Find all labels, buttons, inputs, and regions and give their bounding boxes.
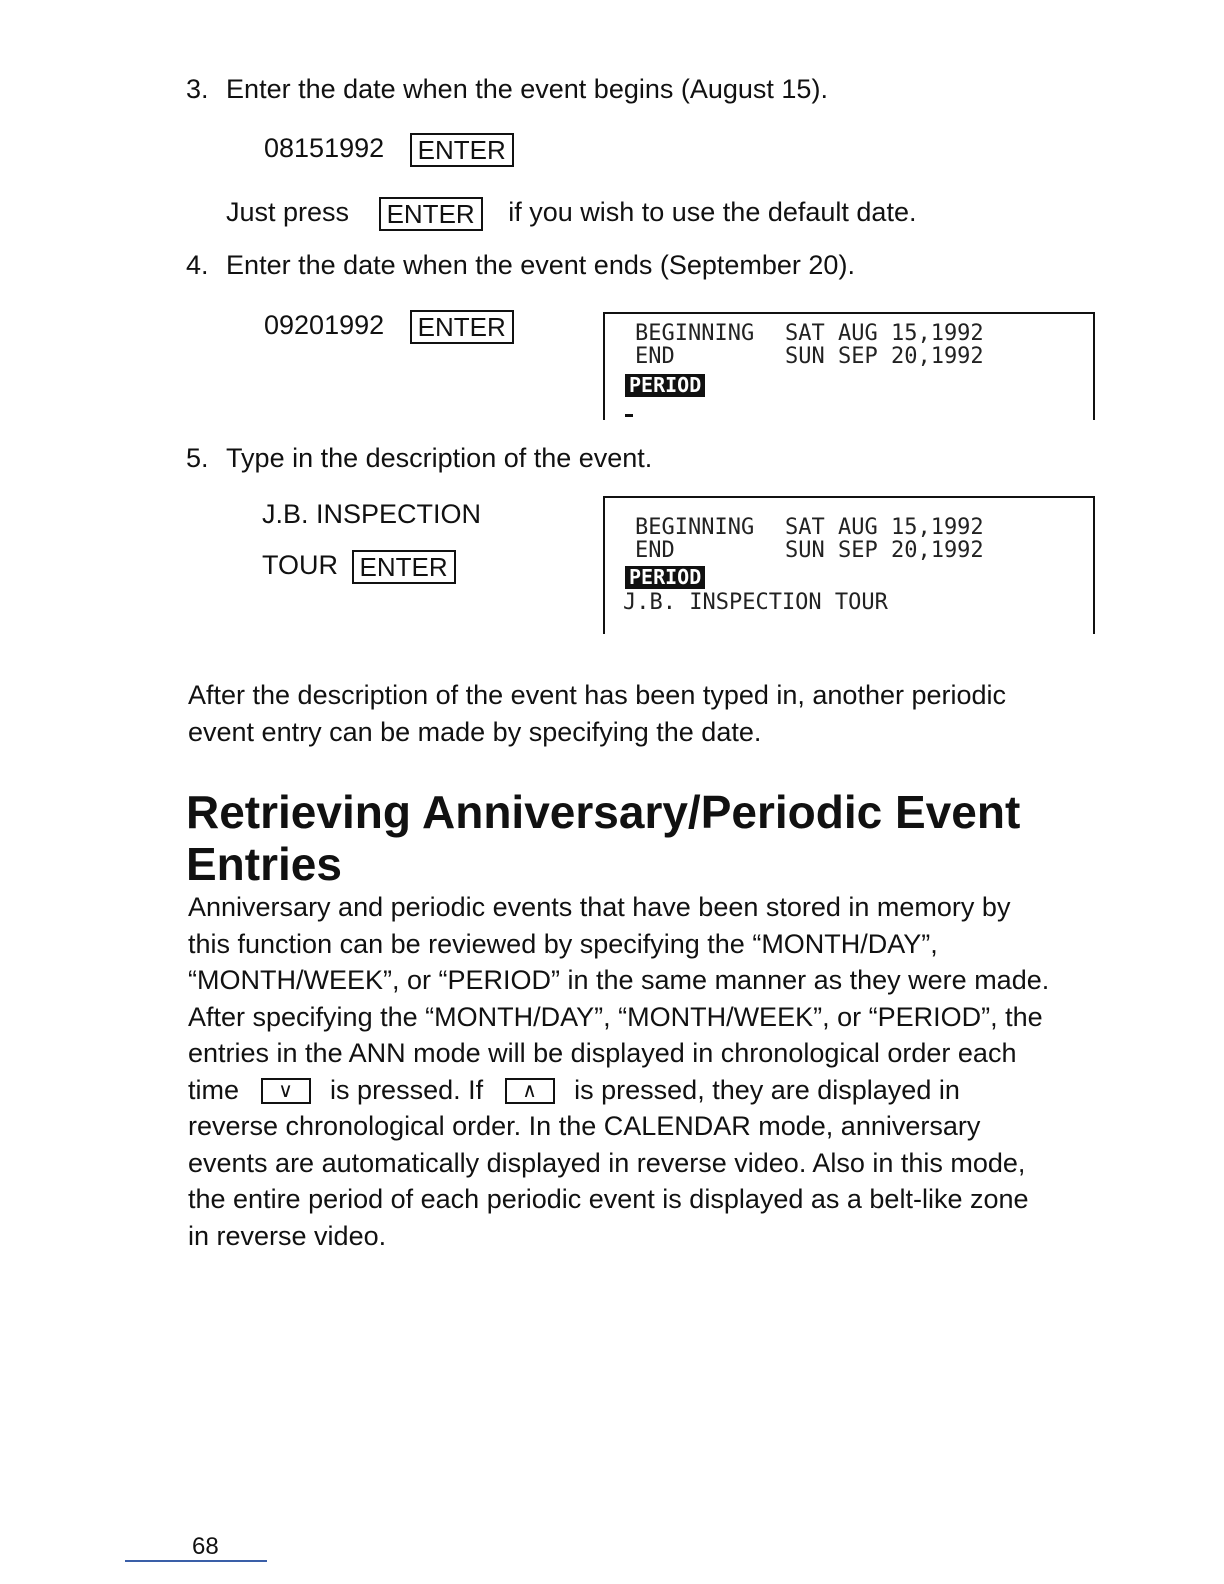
lcd-beginning-value: SAT AUG 15,1992 bbox=[785, 515, 984, 540]
up-arrow-key: ∧ bbox=[505, 1078, 555, 1104]
paragraph-line: reverse chronological order. In the CALENDAR mode, anniversary bbox=[188, 1111, 981, 1141]
lcd-description: J.B. INSPECTION TOUR bbox=[623, 590, 888, 615]
paragraph-text: is pressed, they are displayed in bbox=[574, 1074, 960, 1105]
footer-rule bbox=[125, 1560, 267, 1562]
step-3-number: 3. bbox=[186, 74, 209, 104]
paragraph-line: entries in the ANN mode will be displayed in chronological order each bbox=[188, 1038, 1017, 1068]
step-3-input-line bbox=[264, 131, 514, 167]
paragraph-text: time bbox=[188, 1074, 240, 1105]
paragraph-line: in reverse video. bbox=[188, 1220, 387, 1251]
enter-key: ENTER bbox=[410, 310, 514, 344]
lcd-cursor bbox=[625, 414, 633, 417]
step-5-input-line-2 bbox=[262, 548, 456, 584]
lcd-period-tag: PERIOD bbox=[625, 566, 705, 589]
enter-key: ENTER bbox=[379, 197, 483, 231]
step-4-input: 09201992 bbox=[264, 310, 385, 340]
section-title bbox=[186, 786, 1020, 890]
paragraph-line: “MONTH/WEEK”, or “PERIOD” in the same manner as they were made. bbox=[188, 965, 1050, 995]
default-date-note bbox=[226, 195, 916, 231]
lcd-beginning-label: BEGINNING bbox=[635, 515, 755, 540]
paragraph-line-with-keys bbox=[188, 1072, 1188, 1109]
lcd-beginning-label: BEGINNING bbox=[635, 321, 755, 346]
step-4-text: Enter the date when the event ends (September 20). bbox=[226, 250, 855, 280]
enter-key: ENTER bbox=[352, 550, 456, 584]
lcd-end-value: SUN SEP 20,1992 bbox=[785, 344, 984, 369]
note-after: if you wish to use the default date. bbox=[508, 197, 917, 227]
paragraph-line: After specifying the “MONTH/DAY”, “MONTH/WEEK”, or “PERIOD”, the bbox=[188, 1001, 1043, 1032]
page-number: 68 bbox=[192, 1533, 219, 1560]
step-3-input: 08151992 bbox=[264, 133, 385, 163]
section-title-line-1: Retrieving Anniversary/Periodic Event bbox=[186, 786, 1021, 838]
lcd-period-tag: PERIOD bbox=[625, 374, 705, 397]
after-text-line-1: After the description of the event has been typed in, another periodic bbox=[188, 680, 1007, 710]
paragraph-line: Anniversary and periodic events that have been stored in memory by bbox=[188, 892, 1011, 922]
step-4-number: 4. bbox=[186, 250, 209, 280]
step-4-input-line bbox=[264, 308, 514, 344]
lcd-display-description-entry bbox=[603, 496, 1095, 634]
lcd-end-value: SUN SEP 20,1992 bbox=[785, 538, 984, 563]
paragraph-text: is pressed. If bbox=[330, 1074, 484, 1105]
step-3-text: Enter the date when the event begins (August 15). bbox=[226, 74, 828, 104]
step-5-input-line-1: J.B. INSPECTION bbox=[262, 499, 482, 529]
paragraph-line: events are automatically displayed in reverse video. Also in this mode, bbox=[188, 1147, 1026, 1178]
step-5-input: TOUR bbox=[262, 550, 339, 580]
step-5-text: Type in the description of the event. bbox=[226, 443, 653, 473]
lcd-display-period-entry bbox=[603, 312, 1095, 420]
lcd-end-label: END bbox=[635, 538, 675, 563]
paragraph-line: the entire period of each periodic event is displayed as a belt-like zone bbox=[188, 1184, 1029, 1214]
lcd-beginning-value: SAT AUG 15,1992 bbox=[785, 321, 984, 346]
step-3 bbox=[186, 72, 828, 106]
note-before: Just press bbox=[226, 197, 350, 227]
section-title-line-2: Entries bbox=[186, 838, 342, 890]
section-paragraph bbox=[188, 889, 1188, 1254]
step-4 bbox=[186, 248, 855, 282]
paragraph-line: this function can be reviewed by specifying the “MONTH/DAY”, bbox=[188, 928, 938, 959]
enter-key: ENTER bbox=[410, 133, 514, 167]
lcd-end-label: END bbox=[635, 344, 675, 369]
down-arrow-key: ∨ bbox=[261, 1078, 311, 1104]
step-5 bbox=[186, 441, 652, 475]
after-text-line-2: event entry can be made by specifying the date. bbox=[188, 717, 762, 747]
step-5-number: 5. bbox=[186, 443, 209, 473]
